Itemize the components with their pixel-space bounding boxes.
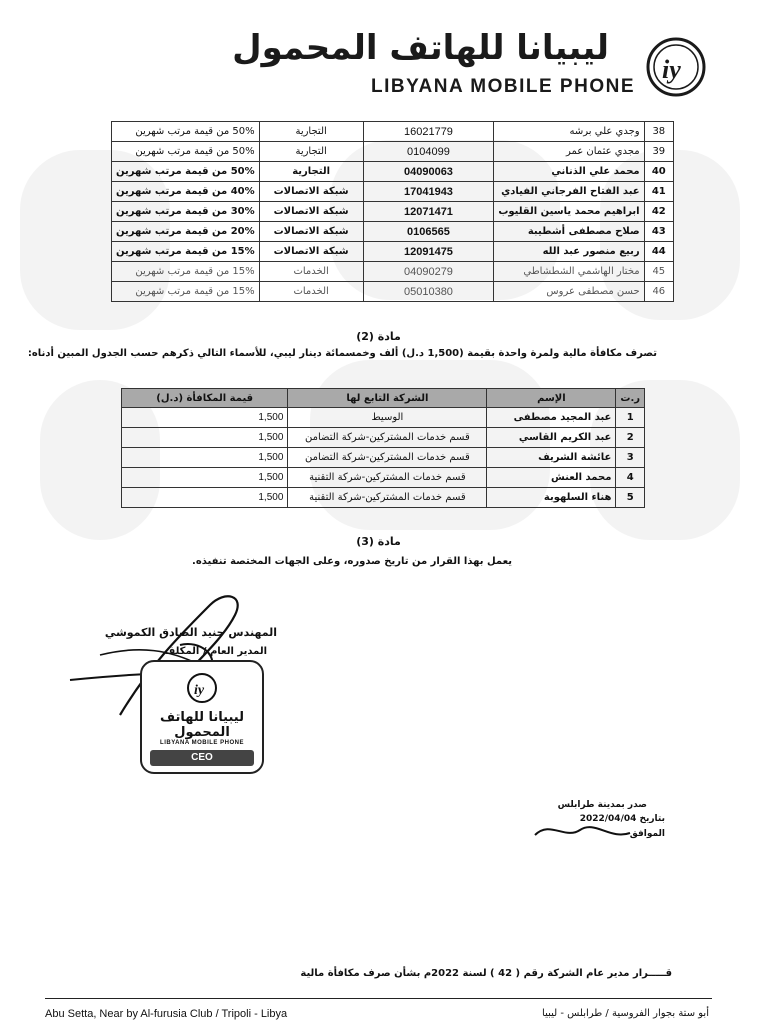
cell-code: 16021779: [363, 122, 494, 142]
table-row: [112, 162, 674, 182]
cell-amount: 1,500: [122, 468, 288, 488]
stamp-arabic: ليبيانا للهاتف المحمول: [160, 710, 244, 740]
cell-rate: 15% من قيمة مرتب شهرين: [112, 262, 260, 282]
cell-amount: 1,500: [122, 428, 288, 448]
cell-num: 1: [616, 408, 645, 428]
table-row: [112, 222, 674, 242]
svg-text:iy: iy: [194, 683, 205, 698]
cell-dept: شبكة الاتصالات: [259, 202, 363, 222]
cell-name: محمد العنش: [487, 468, 616, 488]
cell-name: محمد علي الذناني: [494, 162, 644, 182]
cell-company: الوسيط: [288, 408, 487, 428]
cell-company: قسم خدمات المشتركين-شركة التقنية: [288, 488, 487, 508]
header-num: ر.ت: [616, 389, 645, 408]
cell-name: مختار الهاشمي الشطشاطي: [494, 262, 644, 282]
cell-name: هناء السلهوبة: [487, 488, 616, 508]
decision-reference: قـــــرار مدير عام الشركة رقم ( 42 ) لسنة 2022م بشأن صرف مكافأة مالية: [300, 968, 672, 979]
cell-name: صلاح مصطفى أشطيبة: [494, 222, 644, 242]
company-stamp: [140, 660, 264, 774]
table-row: [112, 282, 674, 302]
cell-num: 44: [644, 242, 673, 262]
table-row: [122, 468, 645, 488]
article-2-title: مادة (2): [356, 330, 401, 343]
header-company: الشركة التابع لها: [288, 389, 487, 408]
cell-name: وجدي علي برشه: [494, 122, 644, 142]
table-row: [112, 182, 674, 202]
table-row: [122, 408, 645, 428]
cell-code: 12091475: [363, 242, 494, 262]
signatory-name: المهندس جنيد الصادق الكموشي: [104, 626, 277, 639]
cell-name: مجدي عثمان عمر: [494, 142, 644, 162]
cell-code: 12071471: [363, 202, 494, 222]
cell-name: ربيع منصور عبد الله: [494, 242, 644, 262]
signatory-title: المدير العام / المكلف: [163, 646, 267, 657]
cell-num: 42: [644, 202, 673, 222]
footer-address-english: Abu Setta, Near by Al-furusia Club / Tripoli - Libya: [45, 1008, 288, 1020]
cell-rate: 50% من قيمة مرتب شهرين: [112, 162, 260, 182]
cell-rate: 40% من قيمة مرتب شهرين: [112, 182, 260, 202]
cell-name: عائشة الشريف: [487, 448, 616, 468]
cell-num: 2: [616, 428, 645, 448]
cell-dept: التجارية: [259, 162, 363, 182]
cell-company: قسم خدمات المشتركين-شركة التضامن: [288, 428, 487, 448]
cell-dept: التجارية: [259, 142, 363, 162]
logo-english-text: LIBYANA MOBILE PHONE: [370, 76, 635, 97]
cell-num: 5: [616, 488, 645, 508]
cell-num: 39: [644, 142, 673, 162]
cell-dept: الخدمات: [259, 262, 363, 282]
cell-code: 17041943: [363, 182, 494, 202]
cell-name: عبد المجيد مصطفى: [487, 408, 616, 428]
cell-name: ابراهيم محمد ياسين القليوب: [494, 202, 644, 222]
table-row: [122, 428, 645, 448]
cell-num: 45: [644, 262, 673, 282]
article-2-text: تصرف مكافأة مالية ولمرة واحدة بقيمة (1,500 د.ل) ألف وخمسمائة دينار ليبي، للأسماء التالي ذكرهم حسب الجدول المبين أدناه:: [27, 348, 657, 359]
cell-num: 46: [644, 282, 673, 302]
table-row: [112, 202, 674, 222]
cell-code: 0104099: [363, 142, 494, 162]
table-row: [112, 142, 674, 162]
footer-address-arabic: أبو ستة بجوار الفروسية / طرابلس - ليبيا: [542, 1008, 709, 1019]
cell-amount: 1,500: [122, 448, 288, 468]
cell-num: 40: [644, 162, 673, 182]
cell-amount: 1,500: [122, 488, 288, 508]
header-name: الإسم: [487, 389, 616, 408]
cell-dept: الخدمات: [259, 282, 363, 302]
cell-name: حسن مصطفى عروس: [494, 282, 644, 302]
logo-arabic-text: ليبيانا للهاتف المحمول: [232, 28, 609, 68]
article-3-title: مادة (3): [356, 535, 401, 548]
cell-rate: 50% من قيمة مرتب شهرين: [112, 142, 260, 162]
cell-code: 04090063: [363, 162, 494, 182]
cell-dept: التجارية: [259, 122, 363, 142]
cell-num: 3: [616, 448, 645, 468]
cell-rate: 15% من قيمة مرتب شهرين: [112, 242, 260, 262]
stamp-ceo-label: CEO: [150, 750, 254, 766]
footer-divider: [45, 998, 712, 999]
cell-dept: شبكة الاتصالات: [259, 222, 363, 242]
issued-hijri: الموافق: [629, 829, 665, 839]
cell-rate: 30% من قيمة مرتب شهرين: [112, 202, 260, 222]
reward-table: [121, 388, 645, 508]
cell-num: 41: [644, 182, 673, 202]
issued-city: صدر بمدينة طرابلس: [557, 800, 647, 810]
cell-rate: 20% من قيمة مرتب شهرين: [112, 222, 260, 242]
cell-code: 0106565: [363, 222, 494, 242]
cell-amount: 1,500: [122, 408, 288, 428]
svg-text:iy: iy: [662, 55, 681, 84]
cell-num: 4: [616, 468, 645, 488]
bonus-table-1: [111, 121, 674, 302]
table-row: [122, 448, 645, 468]
cell-name: عبد الكريم القاسي: [487, 428, 616, 448]
cell-company: قسم خدمات المشتركين-شركة التقنية: [288, 468, 487, 488]
article-3-text: يعمل بهذا القرار من تاريخ صدوره، وعلى الجهات المختصة تنفيذه.: [192, 556, 512, 567]
table-row: [112, 122, 674, 142]
stamp-english: LIBYANA MOBILE PHONE: [160, 740, 244, 746]
date-scribble-graphic: [530, 815, 640, 845]
cell-dept: شبكة الاتصالات: [259, 182, 363, 202]
cell-company: قسم خدمات المشتركين-شركة التضامن: [288, 448, 487, 468]
cell-code: 05010380: [363, 282, 494, 302]
cell-code: 04090279: [363, 262, 494, 282]
issued-date: بتاريخ 2022/04/04: [579, 814, 665, 824]
header-amount: قيمة المكافأة (د.ل): [122, 389, 288, 408]
cell-name: عبد الفتاح الفرجاني الفيادي: [494, 182, 644, 202]
cell-num: 43: [644, 222, 673, 242]
cell-num: 38: [644, 122, 673, 142]
table-row: [122, 488, 645, 508]
table-row: [112, 242, 674, 262]
libyana-logo-icon: [645, 36, 707, 98]
table-row: [112, 262, 674, 282]
cell-rate: 50% من قيمة مرتب شهرين: [112, 122, 260, 142]
stamp-logo-icon: [186, 672, 218, 704]
cell-rate: 15% من قيمة مرتب شهرين: [112, 282, 260, 302]
cell-dept: شبكة الاتصالات: [259, 242, 363, 262]
